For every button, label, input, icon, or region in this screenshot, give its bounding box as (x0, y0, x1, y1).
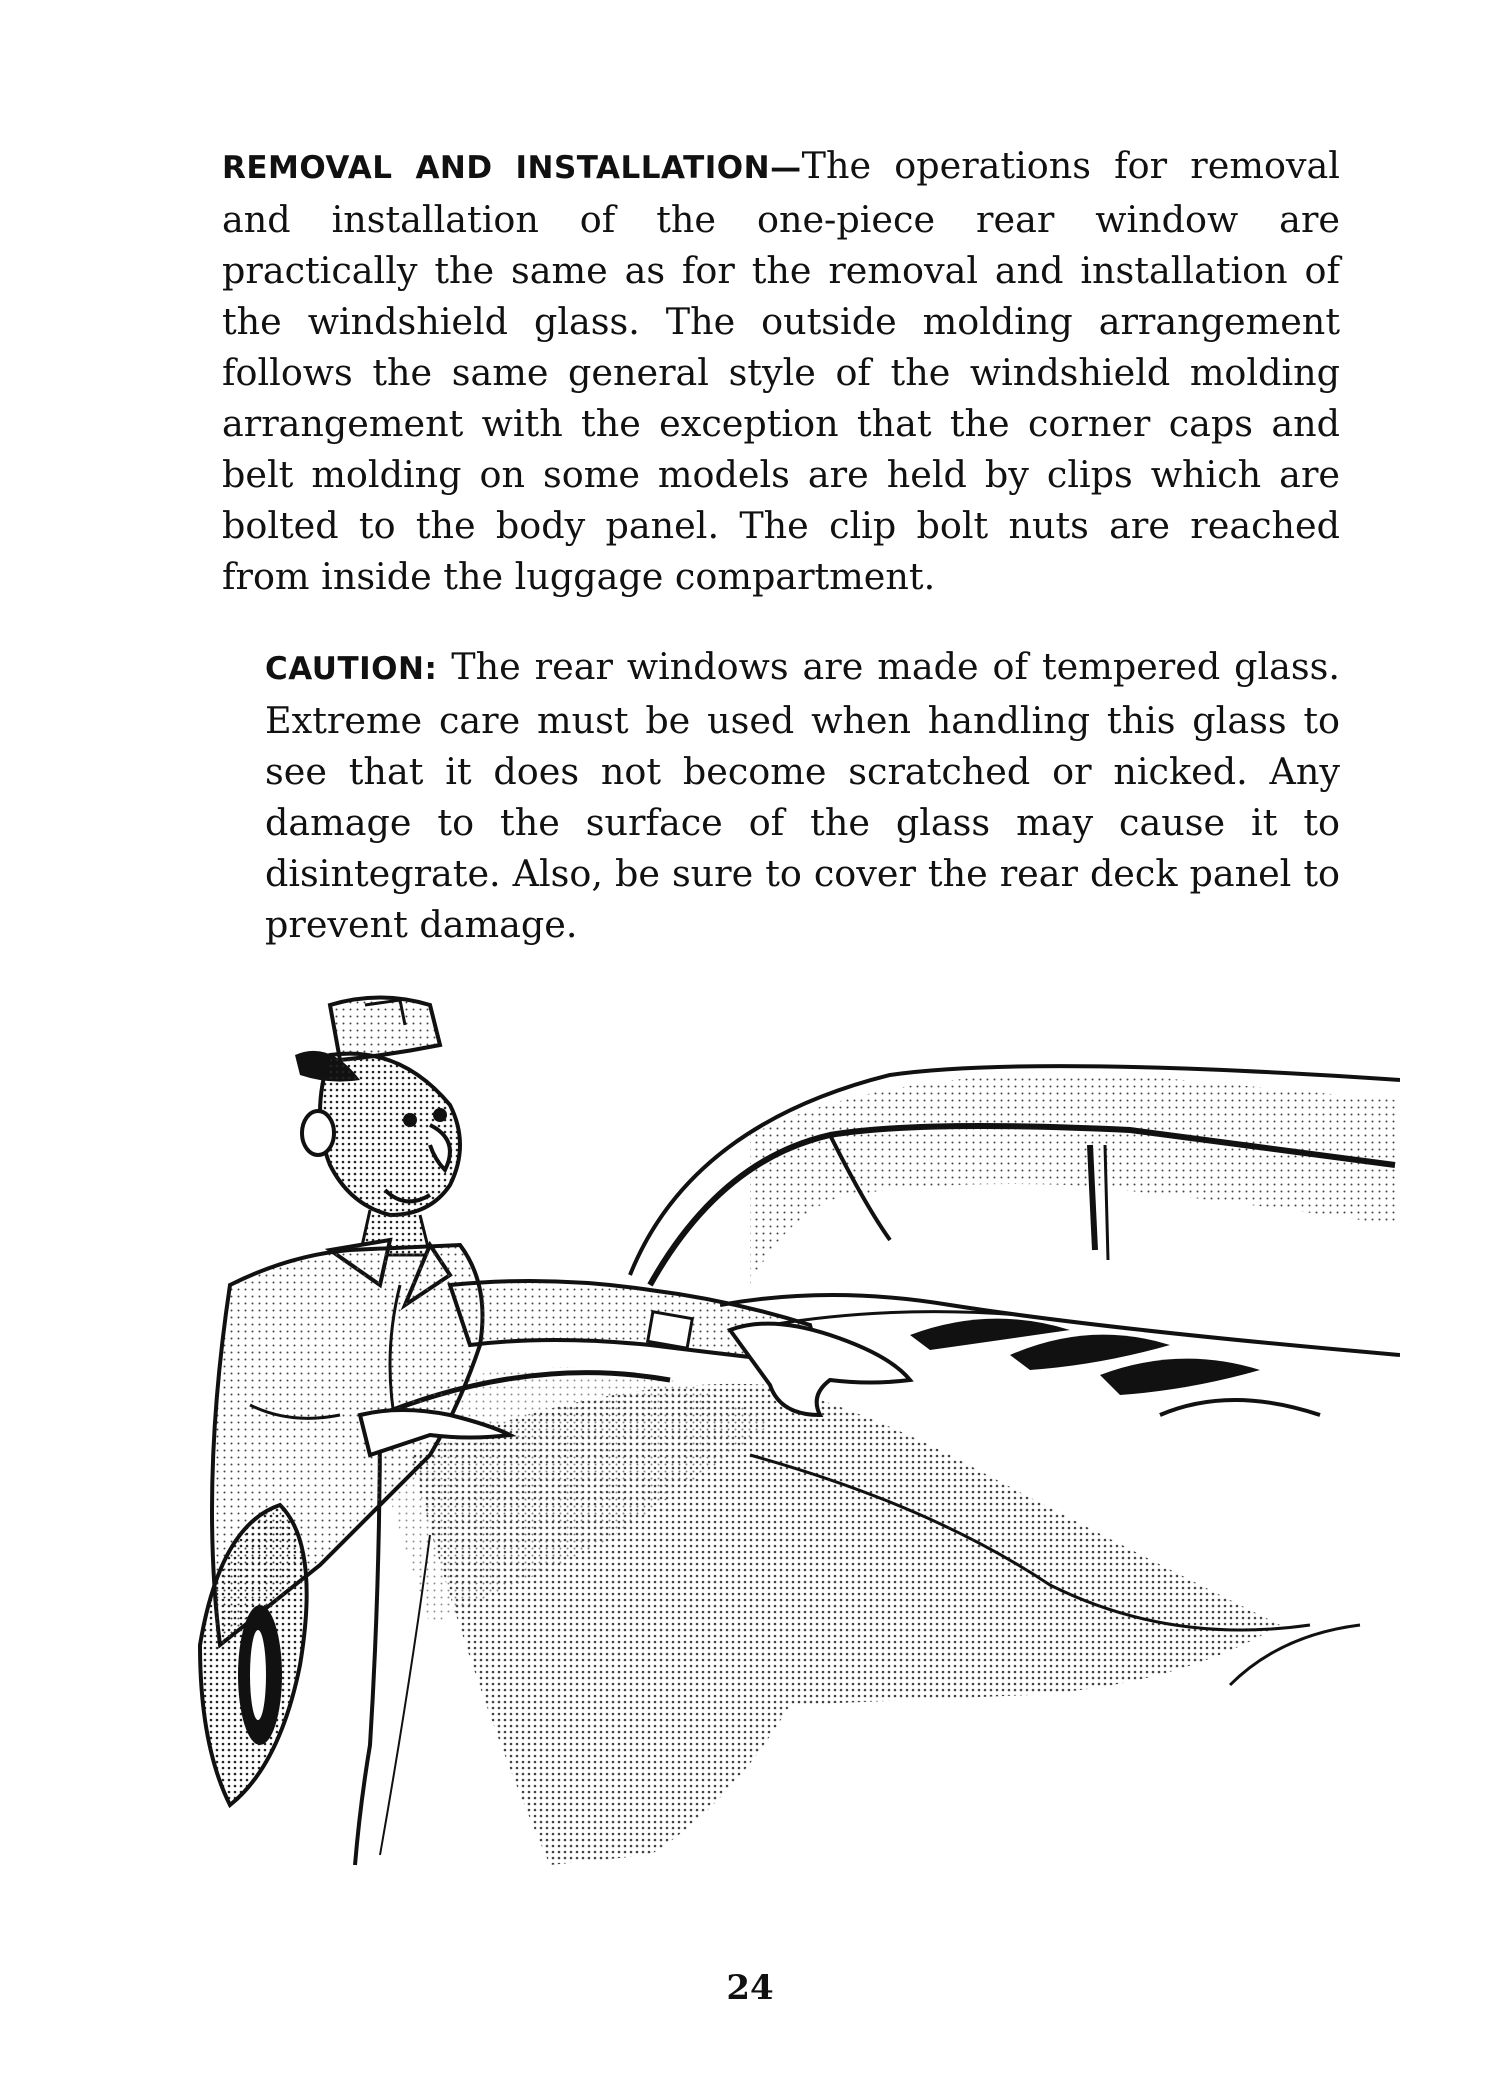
caution-paragraph (265, 641, 1340, 950)
section-heading: REMOVAL AND INSTALLATION (222, 150, 771, 186)
page-number: 24 (726, 1968, 774, 2008)
removal-installation-paragraph (222, 140, 1340, 602)
caution-label: CAUTION: (265, 651, 438, 687)
mechanic-rear-window-illustration (130, 985, 1400, 1885)
car-roof (630, 1066, 1400, 1285)
heading-separator: — (770, 150, 802, 186)
section-body: The operations for removal and installation of the one-piece rear window are practically the same as for the removal and installation of the windshield glass. The outside molding arrangement follows the same general style of the windshield molding arrangement with the exception that the corner caps and belt molding on some models are held by clips which are bolted to the body panel. The clip bolt nuts are reached from inside the luggage compartment. (222, 144, 1340, 598)
caution-body: The rear windows are made of tempered glass. Extreme care must be used when handling this glass to see that it does not become scratched or nicked. Any damage to the surface of the glass may cause it to disintegrate. Also, be sure to cover the rear deck panel to prevent damage. (265, 645, 1340, 946)
